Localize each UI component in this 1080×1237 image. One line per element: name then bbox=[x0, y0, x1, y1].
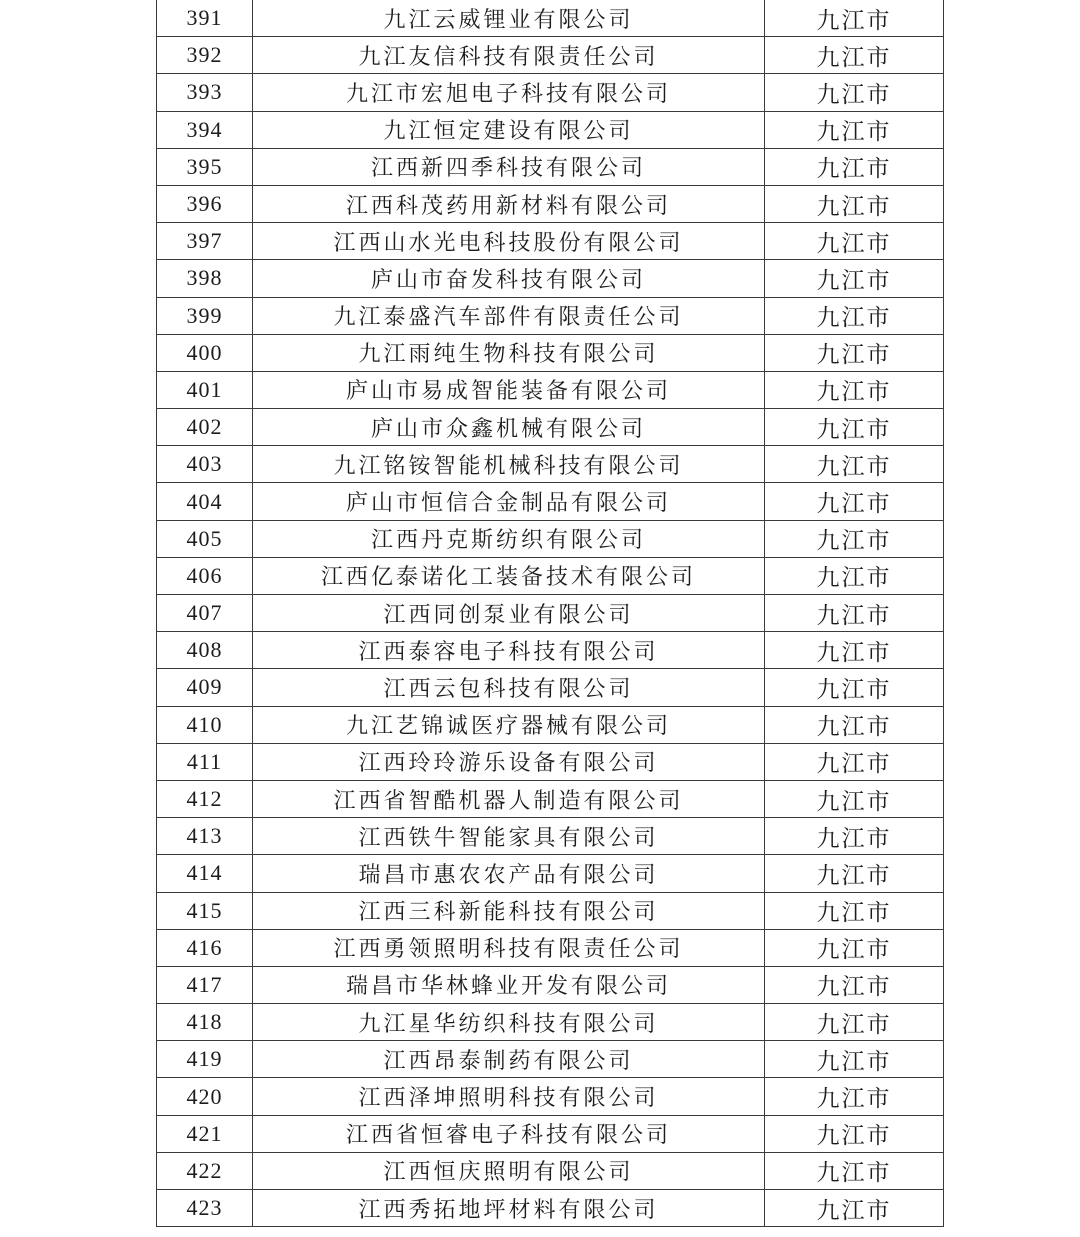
city-cell: 九江市 bbox=[765, 223, 944, 260]
company-name-cell: 江西恒庆照明有限公司 bbox=[253, 1152, 765, 1189]
row-number-cell: 399 bbox=[157, 297, 253, 334]
city-cell: 九江市 bbox=[765, 409, 944, 446]
row-number-cell: 423 bbox=[157, 1190, 253, 1227]
row-number-cell: 410 bbox=[157, 706, 253, 743]
row-number-cell: 395 bbox=[157, 148, 253, 185]
row-number-cell: 406 bbox=[157, 557, 253, 594]
table-row bbox=[157, 818, 944, 855]
company-name-cell: 江西三科新能科技有限公司 bbox=[253, 892, 765, 929]
row-number-cell: 421 bbox=[157, 1115, 253, 1152]
table-row bbox=[157, 632, 944, 669]
city-cell: 九江市 bbox=[765, 371, 944, 408]
table-row bbox=[157, 74, 944, 111]
company-name-cell: 江西玲玲游乐设备有限公司 bbox=[253, 743, 765, 780]
company-name-cell: 江西勇领照明科技有限责任公司 bbox=[253, 929, 765, 966]
city-cell: 九江市 bbox=[765, 1078, 944, 1115]
table-row bbox=[157, 706, 944, 743]
row-number-cell: 416 bbox=[157, 929, 253, 966]
table-row bbox=[157, 111, 944, 148]
row-number-cell: 412 bbox=[157, 780, 253, 817]
table-row bbox=[157, 148, 944, 185]
company-name-cell: 瑞昌市华林蜂业开发有限公司 bbox=[253, 966, 765, 1003]
city-cell: 九江市 bbox=[765, 334, 944, 371]
table-row bbox=[157, 297, 944, 334]
table-row bbox=[157, 669, 944, 706]
city-cell: 九江市 bbox=[765, 1152, 944, 1189]
table-row bbox=[157, 371, 944, 408]
city-cell: 九江市 bbox=[765, 446, 944, 483]
table-row bbox=[157, 37, 944, 74]
table-row bbox=[157, 223, 944, 260]
row-number-cell: 414 bbox=[157, 855, 253, 892]
company-list-table-container bbox=[156, 0, 943, 1227]
city-cell: 九江市 bbox=[765, 966, 944, 1003]
city-cell: 九江市 bbox=[765, 892, 944, 929]
company-name-cell: 江西铁牛智能家具有限公司 bbox=[253, 818, 765, 855]
table-row bbox=[157, 1190, 944, 1227]
row-number-cell: 419 bbox=[157, 1041, 253, 1078]
row-number-cell: 403 bbox=[157, 446, 253, 483]
row-number-cell: 398 bbox=[157, 260, 253, 297]
table-row bbox=[157, 185, 944, 222]
city-cell: 九江市 bbox=[765, 855, 944, 892]
city-cell: 九江市 bbox=[765, 1004, 944, 1041]
company-list-table bbox=[156, 0, 944, 1227]
city-cell: 九江市 bbox=[765, 0, 944, 37]
city-cell: 九江市 bbox=[765, 185, 944, 222]
company-name-cell: 江西泽坤照明科技有限公司 bbox=[253, 1078, 765, 1115]
table-row bbox=[157, 595, 944, 632]
table-row bbox=[157, 1115, 944, 1152]
city-cell: 九江市 bbox=[765, 1115, 944, 1152]
row-number-cell: 396 bbox=[157, 185, 253, 222]
city-cell: 九江市 bbox=[765, 557, 944, 594]
city-cell: 九江市 bbox=[765, 780, 944, 817]
row-number-cell: 418 bbox=[157, 1004, 253, 1041]
row-number-cell: 400 bbox=[157, 334, 253, 371]
city-cell: 九江市 bbox=[765, 37, 944, 74]
table-row bbox=[157, 520, 944, 557]
row-number-cell: 411 bbox=[157, 743, 253, 780]
city-cell: 九江市 bbox=[765, 818, 944, 855]
row-number-cell: 407 bbox=[157, 595, 253, 632]
company-name-cell: 九江云威锂业有限公司 bbox=[253, 0, 765, 37]
company-name-cell: 九江艺锦诚医疗器械有限公司 bbox=[253, 706, 765, 743]
table-row bbox=[157, 929, 944, 966]
company-list-body bbox=[157, 0, 944, 1227]
company-name-cell: 庐山市众鑫机械有限公司 bbox=[253, 409, 765, 446]
table-row bbox=[157, 966, 944, 1003]
table-row bbox=[157, 0, 944, 37]
city-cell: 九江市 bbox=[765, 74, 944, 111]
row-number-cell: 394 bbox=[157, 111, 253, 148]
row-number-cell: 401 bbox=[157, 371, 253, 408]
table-row bbox=[157, 334, 944, 371]
row-number-cell: 415 bbox=[157, 892, 253, 929]
table-row bbox=[157, 892, 944, 929]
row-number-cell: 405 bbox=[157, 520, 253, 557]
city-cell: 九江市 bbox=[765, 260, 944, 297]
row-number-cell: 391 bbox=[157, 0, 253, 37]
row-number-cell: 420 bbox=[157, 1078, 253, 1115]
company-name-cell: 江西丹克斯纺织有限公司 bbox=[253, 520, 765, 557]
table-row bbox=[157, 409, 944, 446]
company-name-cell: 九江星华纺织科技有限公司 bbox=[253, 1004, 765, 1041]
table-row bbox=[157, 1078, 944, 1115]
row-number-cell: 397 bbox=[157, 223, 253, 260]
company-name-cell: 庐山市恒信合金制品有限公司 bbox=[253, 483, 765, 520]
company-name-cell: 庐山市易成智能装备有限公司 bbox=[253, 371, 765, 408]
company-name-cell: 庐山市奋发科技有限公司 bbox=[253, 260, 765, 297]
row-number-cell: 393 bbox=[157, 74, 253, 111]
row-number-cell: 392 bbox=[157, 37, 253, 74]
company-name-cell: 江西泰容电子科技有限公司 bbox=[253, 632, 765, 669]
row-number-cell: 422 bbox=[157, 1152, 253, 1189]
row-number-cell: 413 bbox=[157, 818, 253, 855]
company-name-cell: 瑞昌市惠农农产品有限公司 bbox=[253, 855, 765, 892]
table-row bbox=[157, 1041, 944, 1078]
city-cell: 九江市 bbox=[765, 595, 944, 632]
city-cell: 九江市 bbox=[765, 929, 944, 966]
row-number-cell: 404 bbox=[157, 483, 253, 520]
city-cell: 九江市 bbox=[765, 632, 944, 669]
company-name-cell: 江西亿泰诺化工装备技术有限公司 bbox=[253, 557, 765, 594]
table-row bbox=[157, 446, 944, 483]
table-row bbox=[157, 1004, 944, 1041]
city-cell: 九江市 bbox=[765, 1041, 944, 1078]
company-name-cell: 九江雨纯生物科技有限公司 bbox=[253, 334, 765, 371]
company-name-cell: 江西秀拓地坪材料有限公司 bbox=[253, 1190, 765, 1227]
table-row bbox=[157, 557, 944, 594]
company-name-cell: 江西同创泵业有限公司 bbox=[253, 595, 765, 632]
table-row bbox=[157, 743, 944, 780]
table-row bbox=[157, 1152, 944, 1189]
city-cell: 九江市 bbox=[765, 706, 944, 743]
company-name-cell: 江西昂泰制药有限公司 bbox=[253, 1041, 765, 1078]
city-cell: 九江市 bbox=[765, 111, 944, 148]
company-name-cell: 江西云包科技有限公司 bbox=[253, 669, 765, 706]
city-cell: 九江市 bbox=[765, 1190, 944, 1227]
table-row bbox=[157, 855, 944, 892]
row-number-cell: 402 bbox=[157, 409, 253, 446]
company-name-cell: 江西新四季科技有限公司 bbox=[253, 148, 765, 185]
city-cell: 九江市 bbox=[765, 483, 944, 520]
company-name-cell: 九江泰盛汽车部件有限责任公司 bbox=[253, 297, 765, 334]
company-name-cell: 九江市宏旭电子科技有限公司 bbox=[253, 74, 765, 111]
city-cell: 九江市 bbox=[765, 148, 944, 185]
city-cell: 九江市 bbox=[765, 297, 944, 334]
company-name-cell: 江西科茂药用新材料有限公司 bbox=[253, 185, 765, 222]
company-name-cell: 九江铭铵智能机械科技有限公司 bbox=[253, 446, 765, 483]
table-row bbox=[157, 260, 944, 297]
city-cell: 九江市 bbox=[765, 520, 944, 557]
city-cell: 九江市 bbox=[765, 669, 944, 706]
table-row bbox=[157, 483, 944, 520]
row-number-cell: 417 bbox=[157, 966, 253, 1003]
company-name-cell: 九江友信科技有限责任公司 bbox=[253, 37, 765, 74]
row-number-cell: 409 bbox=[157, 669, 253, 706]
company-name-cell: 江西省智酷机器人制造有限公司 bbox=[253, 780, 765, 817]
company-name-cell: 江西山水光电科技股份有限公司 bbox=[253, 223, 765, 260]
table-row bbox=[157, 780, 944, 817]
city-cell: 九江市 bbox=[765, 743, 944, 780]
row-number-cell: 408 bbox=[157, 632, 253, 669]
company-name-cell: 江西省恒睿电子科技有限公司 bbox=[253, 1115, 765, 1152]
company-name-cell: 九江恒定建设有限公司 bbox=[253, 111, 765, 148]
